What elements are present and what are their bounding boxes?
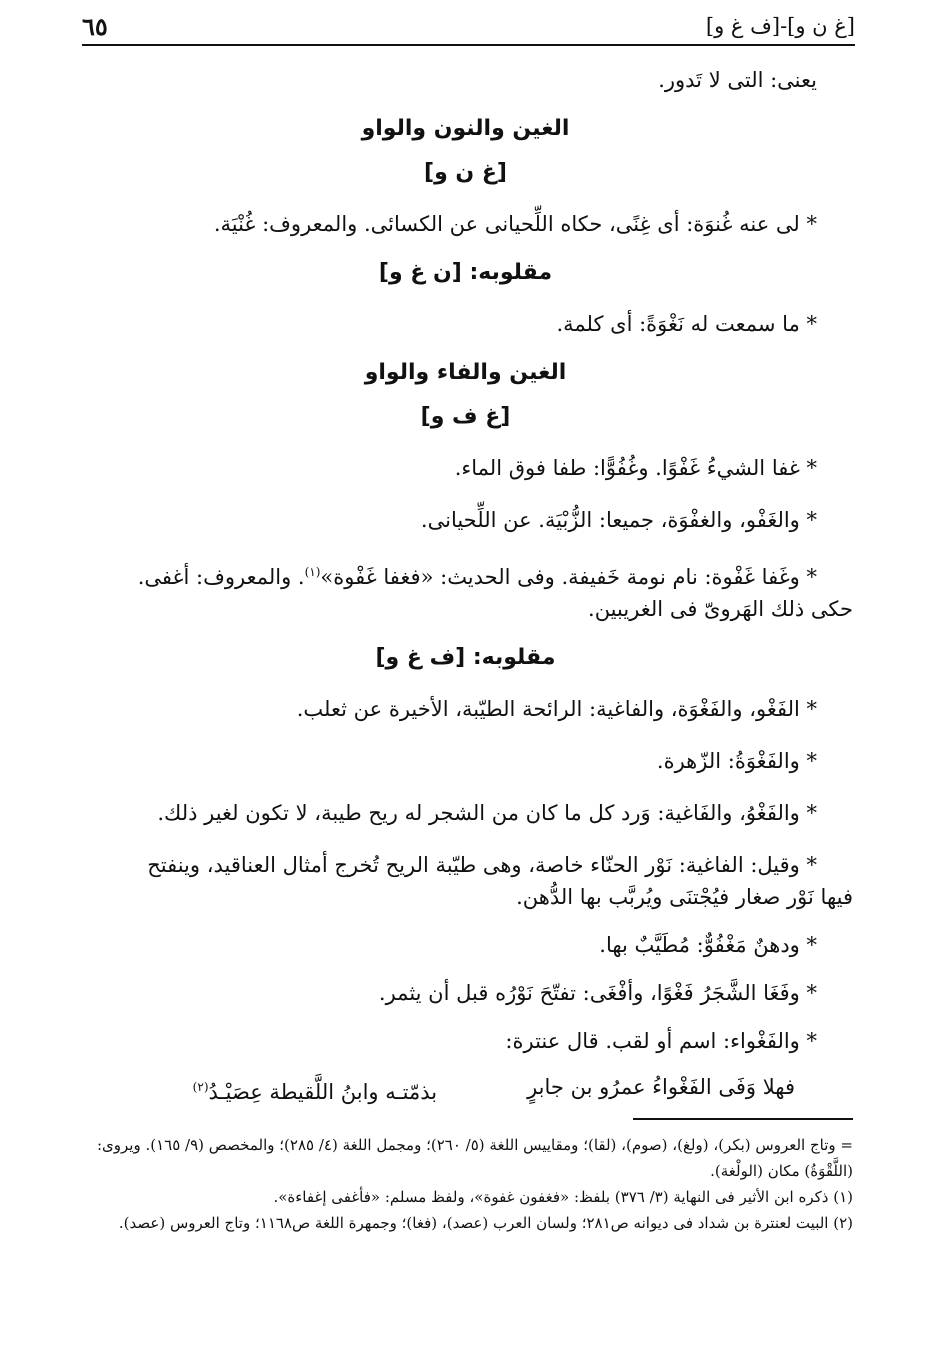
inverse-heading: مقلوبه: [ن غ و] [378, 260, 553, 285]
footnote-ref: (٢) [192, 1080, 209, 1094]
text-line: يعنى: التى لا تَدور. [658, 68, 817, 92]
poetry-verse [78, 1071, 853, 1108]
entry-line: * غفا الشيءُ غَفْوًا. وغُفُوًّا: طفا فوق الماء. [454, 456, 817, 480]
verse-hemistich-second [193, 1071, 437, 1108]
entry-line: * والفَغْواء: اسم أو لقب. قال عنترة: [505, 1029, 817, 1053]
verse-text: بذمّتـه وابنُ اللَّقيطة عِصَيْـدُ [208, 1080, 438, 1104]
entry-line [78, 556, 853, 593]
entry-line: * وفَغَا الشَّجَرُ فَغْوًا، وأفْغَى: تفتّحَ نَوْرُه قبل أن يثمر. [378, 981, 817, 1005]
footnote: (٢) البيت لعنترة بن شداد فى ديوانه ص٢٨١؛ ولسان العرب (عصد)، (فغا)؛ وجمهرة اللغة ص١١٦٨؛ وتاج العروس (عصد). [118, 1214, 853, 1232]
entry-line: * والفَغْوَةُ: الزّهرة. [656, 749, 817, 773]
entry-line: * وقيل: الفاغية: نَوْر الحنّاء خاصة، وهى طيّبة الريح تُخرج أمثال العناقيد، وينفتح [147, 853, 817, 877]
text-line: حكى ذلك الهَروىّ فى الغريبين. [588, 597, 853, 621]
entry-line: * والفَغْوُ، والفَاغية: وَرد كل ما كان من الشجر له ريح طيبة، لا تكون لغير ذلك. [157, 801, 817, 825]
inverse-heading: مقلوبه: [ف غ و] [375, 645, 556, 670]
root-heading: [غ ف و] [420, 404, 511, 429]
footnotes [78, 1118, 853, 1236]
page-header [82, 10, 855, 46]
footnote-ref: (١) [304, 565, 321, 579]
footnote: (١) ذكره ابن الأثير فى النهاية (٣/ ٣٧٦) بلفظ: «فغفون غفوة»، ولفظ مسلم: «فأغفى إغفاءة». [273, 1188, 853, 1206]
text-line: فيها نَوْر صغار فيُجْتنَى ويُربَّب بها الدُّهن. [516, 885, 853, 909]
section-heading: الغين والفاء والواو [364, 360, 567, 385]
entry-line: * لى عنه غُنوَة: أى غِنًى، حكاه اللِّحيانى عن الكسائى. والمعروف: غُنْيَة. [213, 212, 817, 236]
footnote: = وتاج العروس (بكر)، (ولغ)، (صوم)، (لقا)؛ ومقاييس اللغة (٥/ ٢٦٠)؛ ومجمل اللغة (٤/ ٢٨٥)؛ والمخصص (٩/ ١٦٥). ويروى: (اللَّقْوَةُ) مكان (الولْغة). [96, 1136, 853, 1180]
root-heading: [غ ن و] [424, 160, 507, 185]
entry-line: * والغَفْو، والغفْوَة، جميعا: الزُّبْيَة. عن اللِّحيانى. [420, 508, 817, 532]
verse-hemistich-first: فهلا وَفَى الفَغْواءُ عمرُو بن جابرٍ [527, 1075, 795, 1099]
entry-line: * الفَغْو، والفَغْوَة، والفاغية: الرائحة الطيّبة، الأخيرة عن ثعلب. [296, 697, 817, 721]
entry-text: . والمعروف: أغفى. [137, 565, 305, 589]
section-heading: الغين والنون والواو [361, 116, 570, 141]
running-head: [غ ن و]-[ف غ و] [705, 14, 855, 38]
entry-line: * ودهنٌ مَغْفُوٌّ: مُطَيَّبٌ بها. [599, 933, 817, 957]
page-number: ٦٥ [82, 12, 108, 41]
main-text [78, 64, 853, 1108]
entry-line: * ما سمعت له نَغْوَةً: أى كلمة. [556, 312, 817, 336]
footnote-rule [633, 1118, 853, 1120]
entry-text: * وغَفا غَفْوة: نام نومة خَفيفة. وفى الحديث: «فغفا غَفْوة» [320, 565, 817, 589]
